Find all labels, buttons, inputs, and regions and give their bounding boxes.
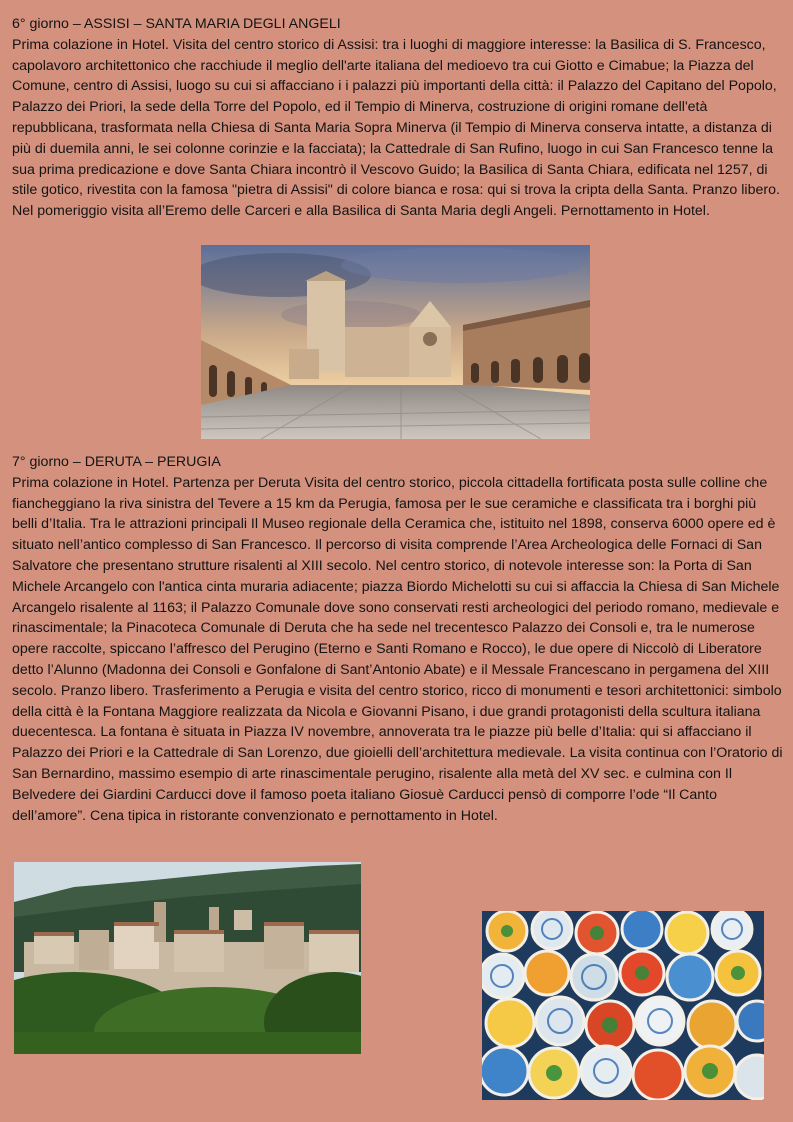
day-6-heading: 6° giorno – ASSISI – SANTA MARIA DEGLI ANGELI xyxy=(12,16,341,32)
day-6-body: Prima colazione in Hotel. Visita del centro storico di Assisi: tra i luoghi di maggiore interesse: la Basilica di S. Francesco, capolavoro architettonico che racchiude il meglio dell'arte italiana del medioevo tra cui Giotto e Cimabue; la Piazza del Comune, centro di Assisi, luogo su cui si affacciano i i palazzi più importanti della città: il Palazzo del Capitano del Popolo, Palazzo dei Priori, la sede della Torre del Popolo, ed il Tempio di Minerva, costruzione di origini romane dell'età repubblicana, trasformata nella Chiesa di Santa Maria Sopra Minerva (il Tempio di Minerva conserva intatte, a distanza di più di duemila anni, le sei colonne corinzie e la facciata); la Cattedrale di San Rufino, luogo in cui San Francesco tenne la sua prima predicazione e dove Santa Chiara incontrò il Vescovo Guido; la Basilica di Santa Chiara, edificata nel 1257, di stile gotico, rivestita con la famosa "pietra di Assisi" di colore bianca e rosa: qui si trova la cripta della Santa. Pranzo libero. Nel pomeriggio visita all’Eremo delle Carceri e alla Basilica di Santa Maria degli Angeli. Pernottamento in Hotel. xyxy=(12,36,780,220)
day-6-section xyxy=(12,14,784,222)
day-7-section xyxy=(12,452,784,826)
ceramic-plates-photo xyxy=(482,911,764,1100)
day-7-body: Prima colazione in Hotel. Partenza per Deruta Visita del centro storico, piccola cittadella fortificata posta sulle colline che fiancheggiano la riva sinistra del Tevere a 15 km da Perugia, famosa per le sue ceramiche e classificata tra i borghi più belli d’Italia. Tra le attrazioni principali Il Museo regionale della Ceramica che, istituito nel 1898, conserva 6000 opere ed è situato nell’antico complesso di San Francesco. Il percorso di visita comprende l’Area Archeologica delle Fornaci di San Salvatore che presentano strutture risalenti al XIII secolo. Nel centro storico, di notevole interesse son: la Porta di San Michele Arcangelo con l'antica cinta muraria adiacente; piazza Biordo Michelotti su cui si affaccia la Chiesa di San Michele Arcangelo risalente al 1163; il Palazzo Comunale dove sono conservati resti archeologici del periodo romano, medievale e rinascimentale; la Pinacoteca Comunale di Deruta che ha sede nel trecentesco Palazzo dei Consoli e, tra le numerose opere raccolte, spiccano l’affresco del Perugino (Eterno e Santi Romano e Rocco), le due opere di Niccolò di Liberatore detto l’Alunno (Madonna dei Consoli e Gonfalone di Sant’Antonio Abate) e il Messale Francescano in pergamena del XIII secolo. Pranzo libero. Trasferimento a Perugia e visita del centro storico, ricco di monumenti e tesori architettonici: simbolo della città è la Fontana Maggiore realizzata da Nicola e Giovanni Pisano, i due grandi protagonisti della scultura italiana duecentesca. La fontana è situata in Piazza IV novembre, annoverata tra le piazze più belle d’Italia: qui si affacciano il Palazzo dei Priori e la Cattedrale di San Lorenzo, due gioielli dell’architettura medievale. La visita continua con l’Oratorio di San Bernardino, massimo esempio di arte rinascimentale perugino, risalente alla metà del XV sec. e culmina con Il Belvedere dei Giardini Carducci dove il famoso poeta italiano Giosuè Carducci pensò di comporre l’ode “Il Canto dell’amore”. Cena tipica in ristorante convenzionato e pernottamento in Hotel. xyxy=(12,474,783,824)
deruta-hilltown-photo xyxy=(14,862,361,1054)
day-7-heading: 7° giorno – DERUTA – PERUGIA xyxy=(12,454,221,470)
basilica-assisi-photo xyxy=(201,245,590,439)
